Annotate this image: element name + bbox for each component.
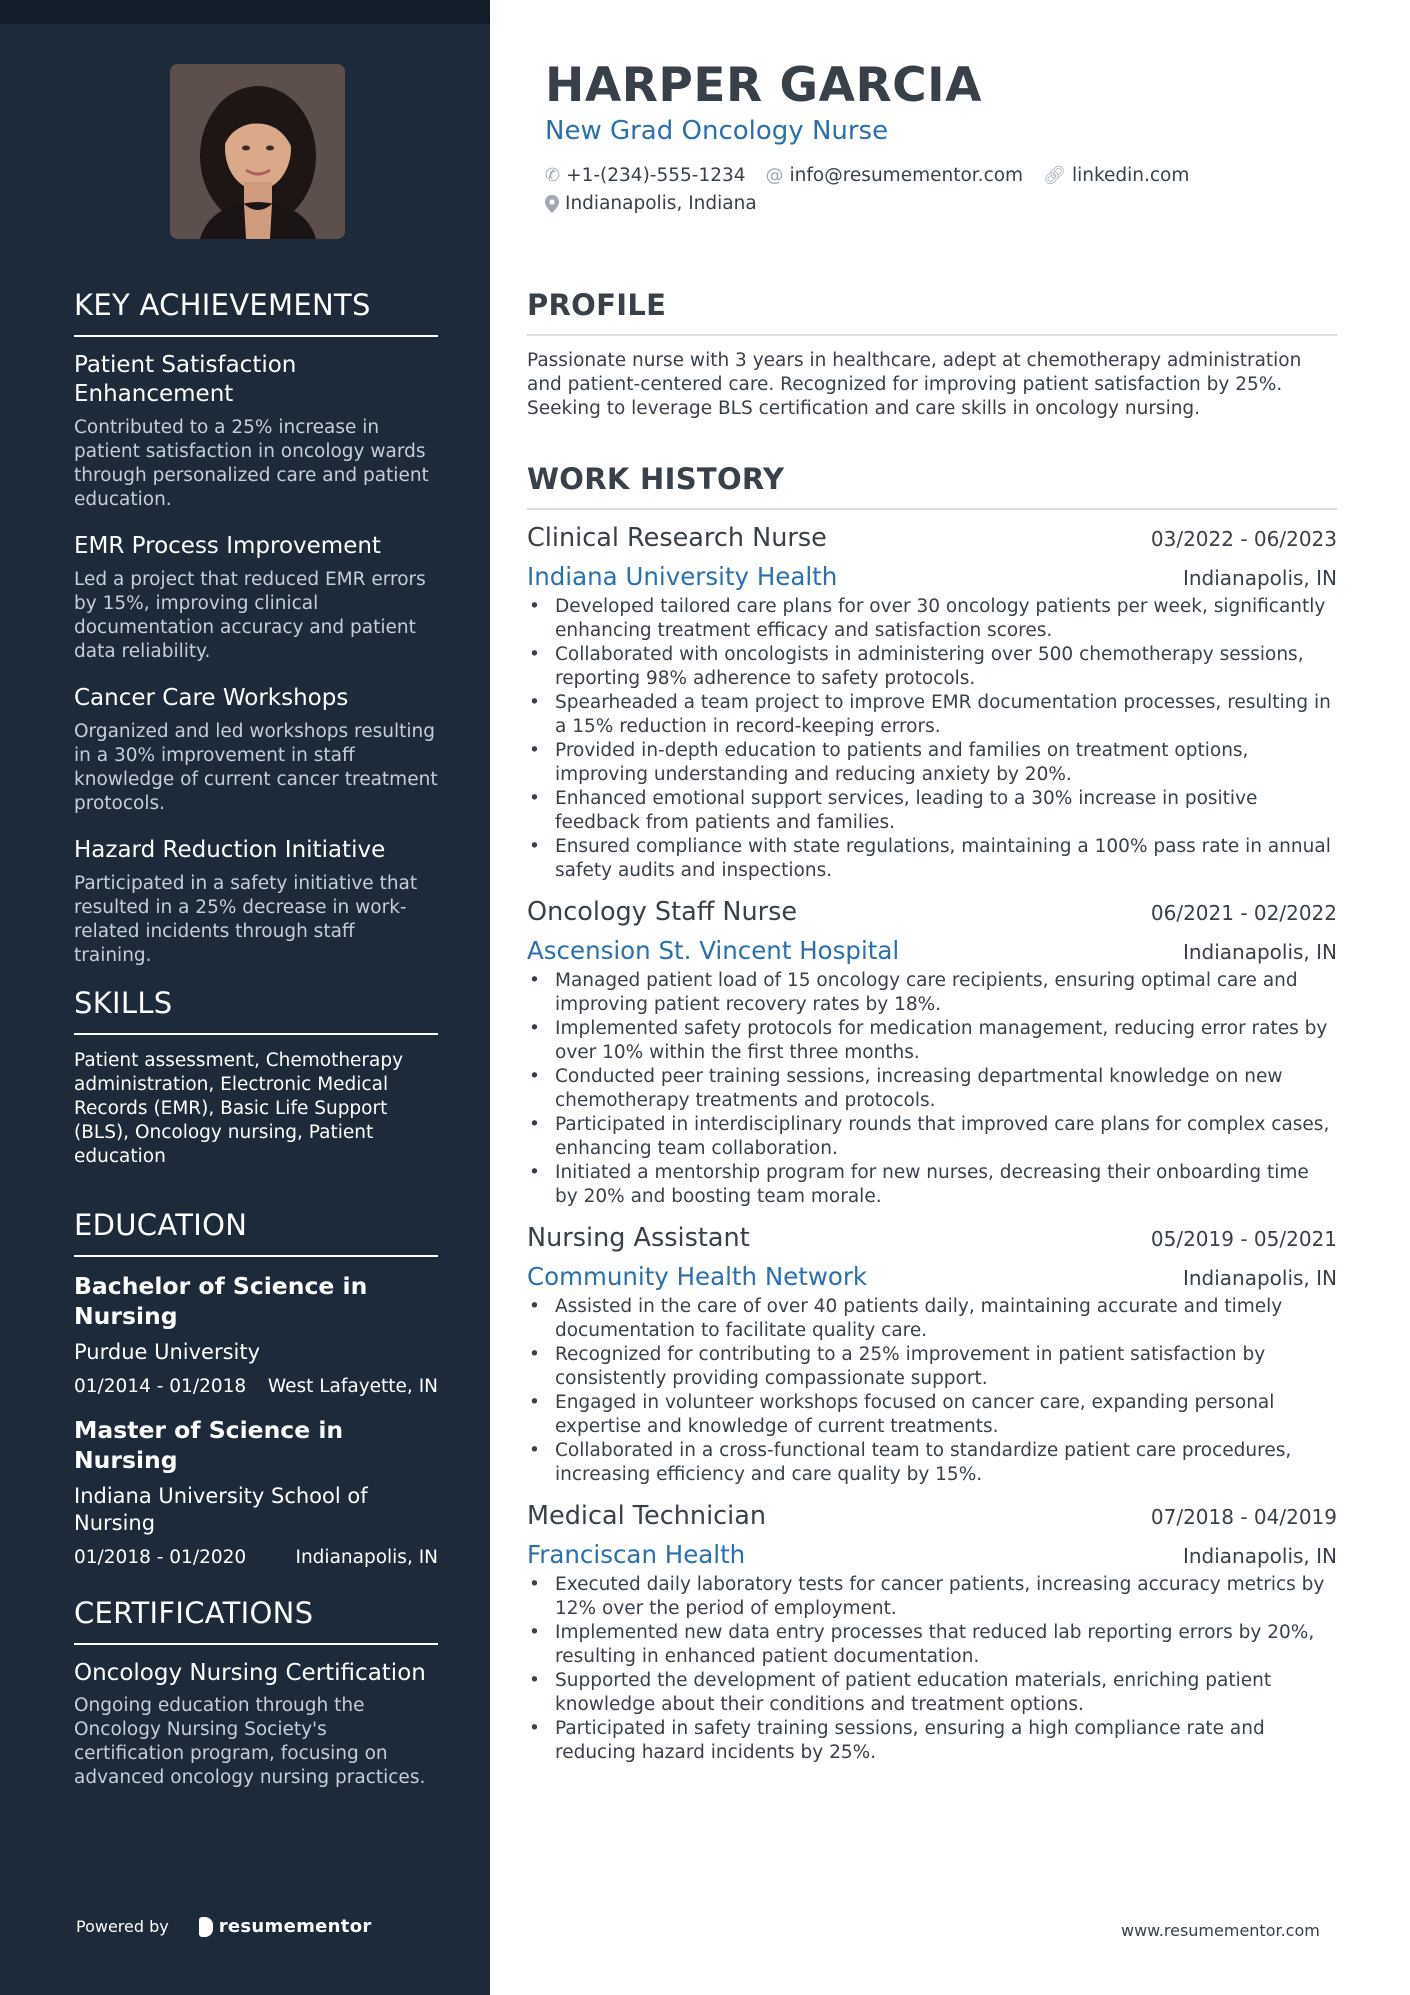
job-bullet: • Initiated a mentorship program for new nurses, decreasing their onboarding time by 20% and boosting team morale. bbox=[527, 1161, 1337, 1209]
skills-list: Patient assessment, Chemotherapy administration, Electronic Medical Records (EMR), Basic Life Support (BLS), Oncology nursing, Patient education bbox=[74, 1050, 404, 1167]
job-entry bbox=[527, 1223, 1337, 1487]
sidebar bbox=[0, 0, 490, 1995]
certifications-section bbox=[74, 1596, 438, 1790]
job-bullet: • Recognized for contributing to a 25% improvement in patient satisfaction by consistently providing compassionate support. bbox=[527, 1343, 1337, 1391]
education-item bbox=[74, 1415, 438, 1570]
education-heading: EDUCATION bbox=[74, 1208, 438, 1257]
job-title: Oncology Staff Nurse bbox=[527, 897, 798, 927]
job-bullet: • Enhanced emotional support services, leading to a 30% increase in positive feedback from patients and families. bbox=[527, 787, 1337, 835]
link-icon: 🔗︎ bbox=[1043, 165, 1066, 186]
job-company: Franciscan Health bbox=[527, 1540, 746, 1569]
education-location: West Lafayette, IN bbox=[267, 1376, 438, 1397]
contact-phone[interactable] bbox=[545, 165, 746, 186]
job-bullets bbox=[527, 1295, 1337, 1487]
job-entry bbox=[527, 897, 1337, 1209]
job-location: Indianapolis, IN bbox=[1182, 940, 1337, 964]
job-entry bbox=[527, 523, 1337, 883]
job-dates: 03/2022 - 06/2023 bbox=[1150, 527, 1337, 551]
education-degree: Master of Science in Nursing bbox=[74, 1416, 344, 1474]
skills-section bbox=[74, 986, 438, 1169]
job-bullet: • Conducted peer training sessions, increasing departmental knowledge on new chemotherapy treatments and protocols. bbox=[527, 1065, 1337, 1113]
contact-location bbox=[545, 193, 757, 214]
achievement-description: Organized and led workshops resulting in a 30% improvement in staff knowledge of current cancer treatment protocols. bbox=[74, 721, 438, 814]
certification-item bbox=[74, 1659, 438, 1790]
work-history-heading: WORK HISTORY bbox=[527, 462, 1337, 510]
job-bullet: • Implemented safety protocols for medication management, reducing error rates by over 10% within the first three months. bbox=[527, 1017, 1337, 1065]
job-bullet: • Spearheaded a team project to improve EMR documentation processes, resulting in a 15% reduction in record-keeping errors. bbox=[527, 691, 1337, 739]
location-pin-icon bbox=[545, 195, 559, 213]
profile-heading: PROFILE bbox=[527, 288, 1337, 336]
job-bullet: • Developed tailored care plans for over 30 oncology patients per week, significantly enhancing treatment efficacy and satisfaction scores. bbox=[527, 595, 1337, 643]
profile-summary: Passionate nurse with 3 years in healthcare, adept at chemotherapy administration and patient-centered care. Recognized for improving patient satisfaction by 25%. Seeking to leverage BLS certification and care skills in oncology nursing. bbox=[527, 350, 1302, 419]
brand-mark-icon bbox=[199, 1917, 213, 1937]
at-icon: @ bbox=[765, 165, 784, 186]
linkedin-text: linkedin.com bbox=[1071, 165, 1190, 186]
achievement-title: Hazard Reduction Initiative bbox=[74, 837, 386, 863]
achievement-title: Patient Satisfaction Enhancement bbox=[74, 352, 297, 407]
footer-url[interactable]: www.resumementor.com bbox=[1121, 1921, 1320, 1940]
job-entry bbox=[527, 1501, 1337, 1765]
education-dates: 01/2014 - 01/2018 bbox=[74, 1376, 247, 1397]
job-location: Indianapolis, IN bbox=[1182, 566, 1337, 590]
education-section bbox=[74, 1208, 438, 1586]
brand-name: resumementor bbox=[218, 1916, 372, 1937]
achievement-item bbox=[74, 351, 438, 512]
job-bullet: • Collaborated with oncologists in administering over 500 chemotherapy sessions, reporting 98% adherence to safety protocols. bbox=[527, 643, 1337, 691]
profile-section bbox=[527, 288, 1337, 421]
job-bullets bbox=[527, 969, 1337, 1209]
powered-by bbox=[76, 1916, 372, 1937]
education-meta bbox=[74, 1546, 438, 1570]
achievement-item bbox=[74, 836, 438, 968]
candidate-name: HARPER GARCIA bbox=[545, 58, 983, 113]
sidebar-top-bar bbox=[0, 0, 490, 24]
candidate-title: New Grad Oncology Nurse bbox=[545, 116, 889, 146]
job-title: Clinical Research Nurse bbox=[527, 523, 827, 553]
certification-description: Ongoing education through the Oncology Nursing Society's certification program, focusing on advanced oncology nursing practices. bbox=[74, 1695, 426, 1788]
education-dates: 01/2018 - 01/2020 bbox=[74, 1547, 247, 1568]
achievement-description: Participated in a safety initiative that resulted in a 25% decrease in work-related incidents through staff training. bbox=[74, 873, 418, 966]
job-title: Nursing Assistant bbox=[527, 1223, 750, 1253]
phone-text: +1-(234)-555-1234 bbox=[566, 165, 746, 186]
key-achievements-section bbox=[74, 288, 438, 988]
job-bullet: • Managed patient load of 15 oncology care recipients, ensuring optimal care and improving patient recovery rates by 18%. bbox=[527, 969, 1337, 1017]
job-title: Medical Technician bbox=[527, 1501, 767, 1531]
achievement-item bbox=[74, 532, 438, 664]
achievement-item bbox=[74, 684, 438, 816]
phone-icon: ✆ bbox=[545, 165, 561, 186]
job-dates: 06/2021 - 02/2022 bbox=[1150, 901, 1337, 925]
contact-row bbox=[545, 165, 1209, 186]
certifications-heading: CERTIFICATIONS bbox=[74, 1596, 438, 1645]
job-bullet: • Participated in interdisciplinary rounds that improved care plans for complex cases, enhancing team collaboration. bbox=[527, 1113, 1337, 1161]
achievement-description: Contributed to a 25% increase in patient satisfaction in oncology wards through personalized care and patient education. bbox=[74, 417, 429, 510]
contact-email[interactable] bbox=[766, 165, 1024, 186]
job-bullet: • Supported the development of patient education materials, enriching patient knowledge about their conditions and treatment options. bbox=[527, 1669, 1337, 1717]
job-bullet: • Collaborated in a cross-functional team to standardize patient care procedures, increasing efficiency and care quality by 15%. bbox=[527, 1439, 1337, 1487]
job-location: Indianapolis, IN bbox=[1182, 1266, 1337, 1290]
job-bullet: • Participated in safety training sessions, ensuring a high compliance rate and reducing hazard incidents by 25%. bbox=[527, 1717, 1337, 1765]
job-company: Indiana University Health bbox=[527, 562, 838, 591]
job-bullets bbox=[527, 1573, 1337, 1765]
education-school: Purdue University bbox=[74, 1340, 261, 1364]
job-bullets bbox=[527, 595, 1337, 883]
contact-row-location bbox=[545, 193, 777, 214]
job-bullet: • Ensured compliance with state regulations, maintaining a 100% pass rate in annual safety audits and inspections. bbox=[527, 835, 1337, 883]
education-degree: Bachelor of Science in Nursing bbox=[74, 1272, 368, 1330]
job-bullet: • Assisted in the care of over 40 patients daily, maintaining accurate and timely documentation to facilitate quality care. bbox=[527, 1295, 1337, 1343]
powered-by-label: Powered by bbox=[76, 1917, 169, 1936]
work-history-section bbox=[527, 462, 1337, 1779]
job-dates: 07/2018 - 04/2019 bbox=[1150, 1505, 1337, 1529]
achievement-title: EMR Process Improvement bbox=[74, 533, 381, 559]
education-location: Indianapolis, IN bbox=[295, 1547, 438, 1568]
contact-linkedin[interactable] bbox=[1043, 165, 1189, 186]
achievement-description: Led a project that reduced EMR errors by 15%, improving clinical documentation accuracy and patient data reliability. bbox=[74, 569, 426, 662]
skills-heading: SKILLS bbox=[74, 986, 438, 1035]
profile-photo bbox=[170, 64, 345, 239]
job-company: Community Health Network bbox=[527, 1262, 868, 1291]
brand-logo[interactable] bbox=[199, 1916, 372, 1937]
profile-photo-image bbox=[170, 64, 345, 239]
job-location: Indianapolis, IN bbox=[1182, 1544, 1337, 1568]
achievement-title: Cancer Care Workshops bbox=[74, 685, 349, 711]
job-bullet: • Engaged in volunteer workshops focused on cancer care, expanding personal expertise and knowledge of current treatments. bbox=[527, 1391, 1337, 1439]
job-bullet: • Implemented new data entry processes that reduced lab reporting errors by 20%, resulting in enhanced patient documentation. bbox=[527, 1621, 1337, 1669]
location-text: Indianapolis, Indiana bbox=[565, 193, 757, 214]
key-achievements-heading: KEY ACHIEVEMENTS bbox=[74, 288, 438, 337]
education-item bbox=[74, 1271, 438, 1399]
job-bullet: • Provided in-depth education to patients and families on treatment options, improving understanding and reducing anxiety by 20%. bbox=[527, 739, 1337, 787]
job-company: Ascension St. Vincent Hospital bbox=[527, 936, 900, 965]
email-text: info@resumementor.com bbox=[789, 165, 1024, 186]
job-dates: 05/2019 - 05/2021 bbox=[1150, 1227, 1337, 1251]
certification-title: Oncology Nursing Certification bbox=[74, 1660, 426, 1686]
education-meta bbox=[74, 1375, 438, 1399]
education-school: Indiana University School of Nursing bbox=[74, 1484, 368, 1535]
job-bullet: • Executed daily laboratory tests for cancer patients, increasing accuracy metrics by 12% over the period of employment. bbox=[527, 1573, 1337, 1621]
